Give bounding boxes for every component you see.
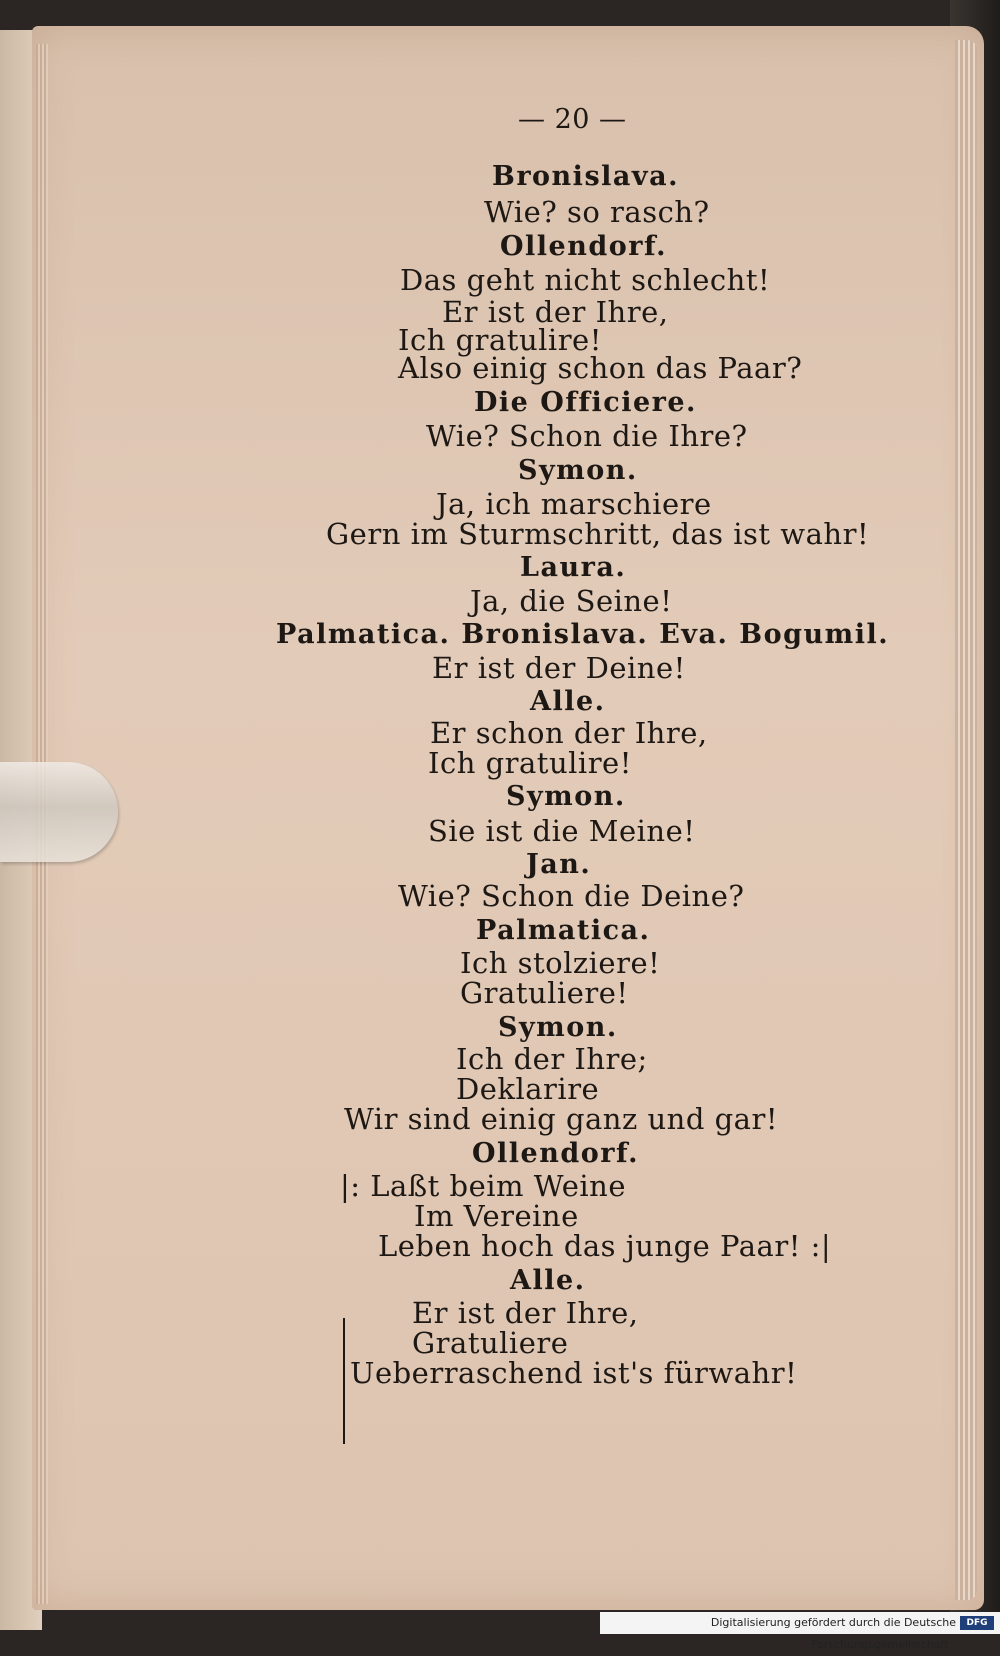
verse-line: Deklarire: [456, 1072, 600, 1106]
speaker-name: Symon.: [506, 781, 626, 812]
verse-line: Gern im Sturmschritt, das ist wahr!: [326, 517, 870, 551]
page-number: — 20 —: [518, 104, 627, 135]
verse-line: Wie? so rasch?: [484, 195, 710, 229]
verse-line: Im Vereine: [414, 1199, 579, 1233]
verse-line: Gratuliere: [412, 1326, 569, 1360]
verse-line: Ich stolziere!: [460, 946, 661, 980]
speaker-name: Ollendorf.: [472, 1138, 640, 1169]
verse-line: Ja, die Seine!: [470, 584, 673, 618]
speaker-name: Bronislava.: [492, 161, 679, 192]
verse-line: |: Laßt beim Weine: [340, 1169, 626, 1203]
verse-line: Er ist der Ihre,: [442, 295, 669, 329]
verse-line: Wie? Schon die Deine?: [398, 879, 745, 913]
verse-line: Also einig schon das Paar?: [398, 351, 803, 385]
speaker-name: Alle.: [530, 686, 606, 717]
footer-bar: [600, 1612, 1000, 1651]
speaker-name: Jan.: [526, 849, 592, 880]
speaker-name: Die Officiere.: [474, 387, 697, 418]
verse-line: Ich gratulire!: [398, 323, 602, 357]
verse-line: Gratuliere!: [460, 976, 629, 1010]
verse-line: Ueberraschend ist's fürwahr!: [350, 1356, 798, 1390]
verse-line: Sie ist die Meine!: [428, 814, 696, 848]
verse-line: Ja, ich marschiere: [436, 487, 712, 521]
speaker-name: Ollendorf.: [500, 231, 668, 262]
verse-line: Das geht nicht schlecht!: [400, 263, 771, 297]
speaker-name: Alle.: [510, 1265, 586, 1296]
verse-line: Leben hoch das junge Paar! :|: [378, 1229, 832, 1263]
verse-line: Ich gratulire!: [428, 746, 632, 780]
verse-line: Er ist der Deine!: [432, 651, 686, 685]
speaker-name: Palmatica. Bronislava. Eva. Bogumil.: [276, 619, 890, 650]
speaker-name: Laura.: [520, 552, 627, 583]
footer-credit: Digitalisierung gefördert durch die Deutsche Forschungsgemeinschaft -: [710, 1616, 956, 1651]
verse-line: Er ist der Ihre,: [412, 1296, 639, 1330]
verse-line: Ich der Ihre;: [456, 1042, 648, 1076]
verse-line: Er schon der Ihre,: [430, 716, 708, 750]
speaker-name: Symon.: [518, 455, 638, 486]
verse-line: Wie? Schon die Ihre?: [426, 419, 748, 453]
speaker-name: Palmatica.: [476, 915, 651, 946]
bracket-bar: [343, 1318, 345, 1444]
speaker-name: Symon.: [498, 1012, 618, 1043]
dfg-logo: DFG: [960, 1616, 994, 1630]
verse-line: Wir sind einig ganz und gar!: [344, 1102, 778, 1136]
